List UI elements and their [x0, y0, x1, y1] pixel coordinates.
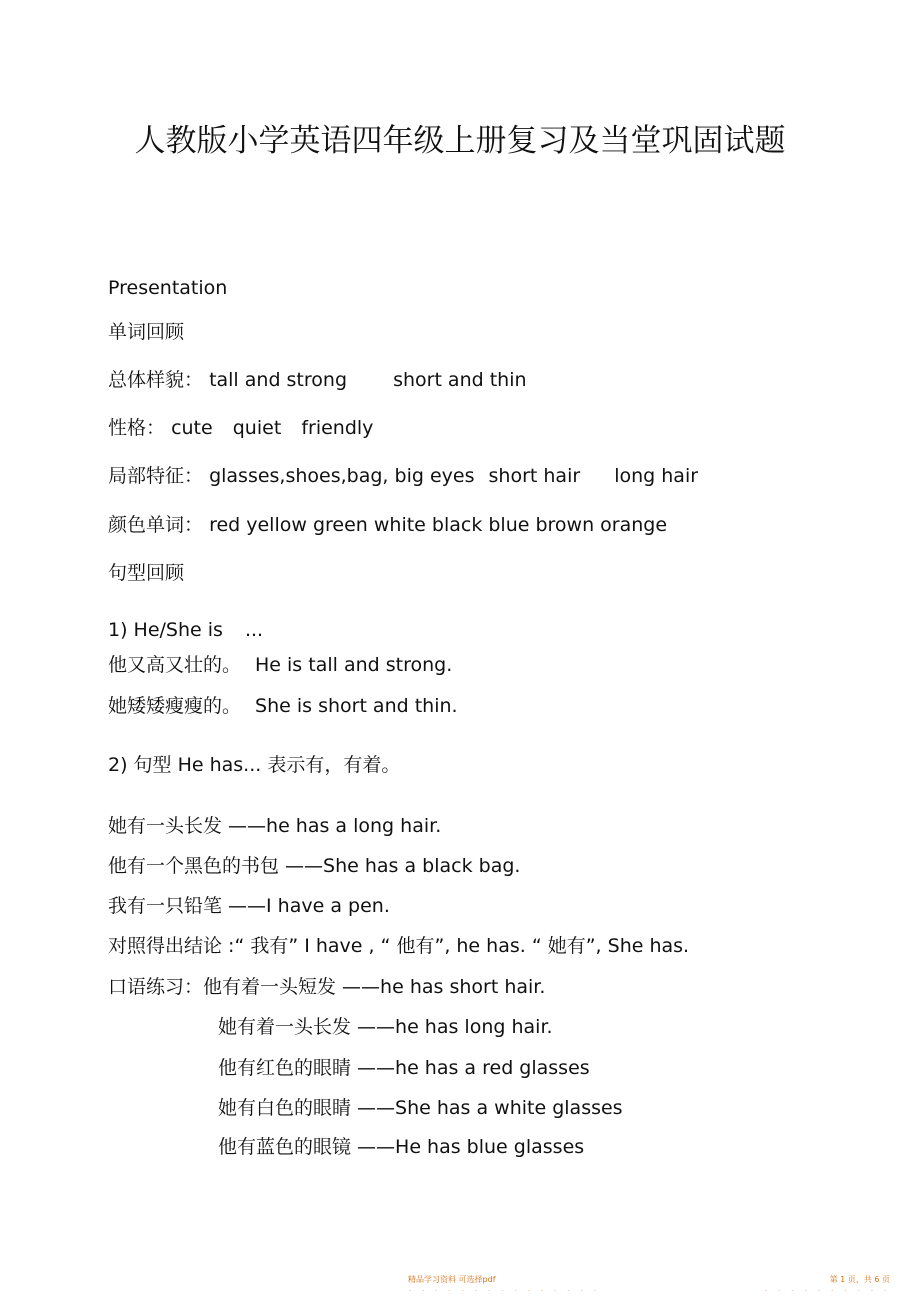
appearance-word: tall and strong — [209, 369, 348, 391]
heading-sentence-review: 句型回顾 — [108, 562, 185, 584]
footer-page-number: 第 1 页，共 6 页 — [829, 1275, 890, 1284]
sentence-1-example-a — [108, 653, 452, 677]
personality-word: friendly — [301, 417, 374, 439]
document-title: 人教版小学英语四年级上册复习及当堂巩固试题 — [134, 123, 786, 159]
oral-practice-item: 他有着一头短发 ——he has short hair. — [203, 976, 546, 998]
colors-words: red yellow green white black blue brown orange — [209, 514, 668, 536]
oral-practice-label: 口语练习： — [108, 976, 204, 998]
oral-practice-line — [108, 975, 545, 999]
features-word: long hair — [614, 465, 699, 487]
personality-word: cute — [171, 417, 213, 439]
example-en: She is short and thin. — [255, 695, 458, 717]
personality-word: quiet — [232, 417, 282, 439]
oral-practice-item: 她有白色的眼睛 ——She has a white glasses — [218, 1097, 623, 1119]
personality-label: 性格： — [108, 417, 166, 439]
colors-label: 颜色单词： — [108, 514, 204, 536]
footer-watermark-text: 精品学习资料 可选择pdf — [408, 1275, 496, 1284]
features-word: short hair — [488, 465, 581, 487]
oral-practice-item: 她有着一头长发 ——he has long hair. — [218, 1016, 553, 1038]
sentence-1-text: 1) He/She is — [108, 619, 223, 641]
oral-practice-item: 他有蓝色的眼镜 ——He has blue glasses — [218, 1136, 585, 1158]
example-en: He is tall and strong. — [255, 654, 453, 676]
heading-vocab-review: 单词回顾 — [108, 321, 185, 343]
appearance-word: short and thin — [393, 369, 527, 391]
colors-line — [108, 513, 667, 537]
appearance-label: 总体样貌： — [108, 369, 204, 391]
sentence-1-head — [108, 618, 263, 642]
example-line: 他有一个黑色的书包 ——She has a black bag. — [108, 855, 521, 877]
footer-dots-left: - - - - - - - - - - - - - - - — [408, 1287, 600, 1294]
personality-line — [108, 416, 373, 440]
appearance-line — [108, 368, 527, 392]
features-label: 局部特征： — [108, 465, 204, 487]
example-cn: 他又高又壮的。 — [108, 654, 242, 676]
sentence-2-head: 2) 句型 He has... 表示有，有着。 — [108, 754, 401, 776]
sentence-1-dots: ... — [244, 619, 264, 641]
conclusion-line: 对照得出结论 :“ 我有” I have , “ 他有”, he has. “ 她有”, She has. — [108, 935, 690, 957]
example-line: 我有一只铅笔 ——I have a pen. — [108, 895, 390, 917]
features-word: glasses,shoes,bag, big eyes — [209, 465, 475, 487]
example-line: 她有一头长发 ——he has a long hair. — [108, 815, 442, 837]
oral-practice-item: 他有红色的眼睛 ——he has a red glasses — [218, 1057, 590, 1079]
footer-dots-right: - - - - - - - - - - — [764, 1287, 890, 1294]
sentence-1-example-b — [108, 694, 458, 718]
features-line — [108, 464, 698, 488]
section-presentation: Presentation — [108, 277, 228, 299]
example-cn: 她矮矮瘦瘦的。 — [108, 695, 242, 717]
